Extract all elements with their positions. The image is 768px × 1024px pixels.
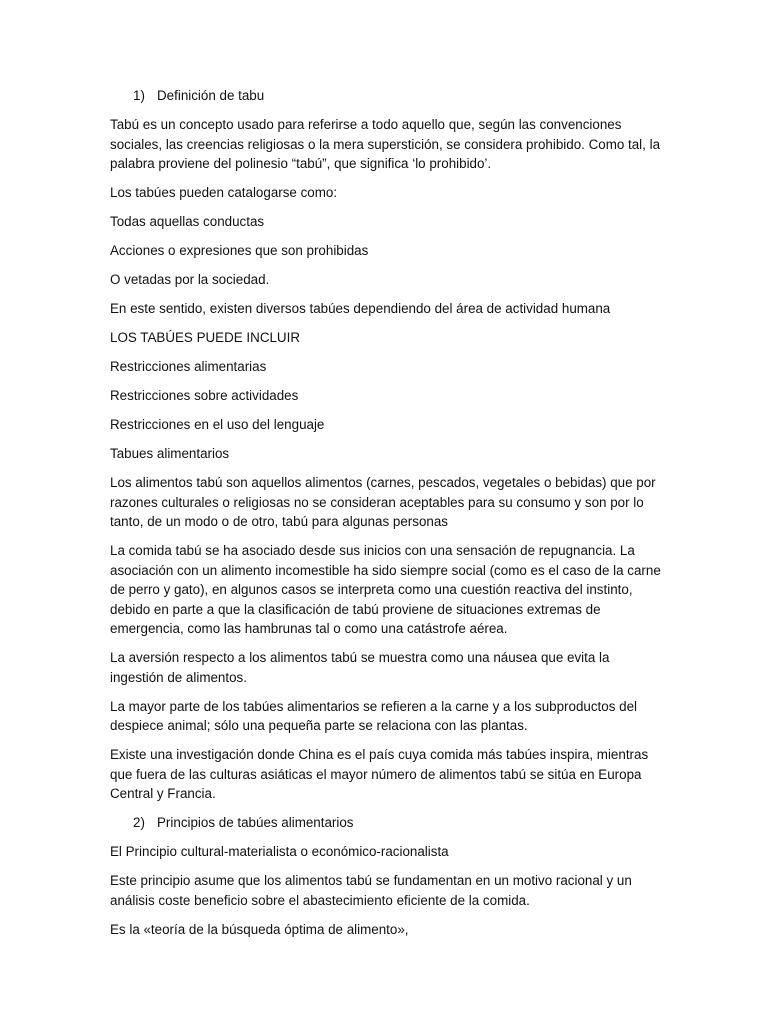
- paragraph: El Principio cultural-materialista o económico-racionalista: [110, 844, 449, 859]
- paragraph: La aversión respecto a los alimentos tabú se muestra como una náusea que evita la ingestión de alimentos.: [110, 650, 610, 685]
- paragraph: Acciones o expresiones que son prohibidas: [110, 243, 369, 258]
- paragraph: Es la «teoría de la búsqueda óptima de alimento»,: [110, 921, 409, 937]
- paragraph: Existe una investigación donde China es el país cuya comida más tabúes inspira, mientras que fuera de las culturas asiáticas el mayor número de alimentos tabú se sitúa en Europa Central y Francia.: [110, 747, 649, 801]
- paragraph: Tabú es un concepto usado para referirse a todo aquello que, según las convenciones sociales, las creencias religiosas o la mera superstición, se considera prohibido. Como tal, la palabra proviene del polinesio “tabú”, que significa ‘lo prohibido’.: [110, 117, 661, 171]
- paragraph: La comida tabú se ha asociado desde sus inicios con una sensación de repugnancia. La asociación con un alimento incomestible ha sido siempre social (como es el caso de la carne de perro y gato), en algunos casos se interpreta como una cuestión reactiva del instinto, debido en parte a que la clasificación de tabú proviene de situaciones extremas de emergencia, como las hambrunas tal o como una catástrofe aérea.: [110, 543, 661, 636]
- section-heading-2: [110, 813, 662, 833]
- paragraph: Todas aquellas conductas: [110, 214, 265, 229]
- heading-text: Principios de tabúes alimentarios: [157, 815, 354, 830]
- paragraph: O vetadas por la sociedad.: [110, 272, 270, 287]
- paragraph: Restricciones en el uso del lenguaje: [110, 417, 325, 432]
- paragraph: LOS TABÚES PUEDE INCLUIR: [110, 330, 300, 345]
- paragraph: Restricciones sobre actividades: [110, 388, 299, 403]
- paragraph: En este sentido, existen diversos tabúes dependiendo del área de actividad humana: [110, 301, 611, 316]
- paragraph: Los tabúes pueden catalogarse como:: [110, 185, 338, 200]
- heading-number: 2): [133, 815, 145, 830]
- paragraph: Restricciones alimentarias: [110, 359, 267, 374]
- paragraph: Los alimentos tabú son aquellos alimentos (carnes, pescados, vegetales o bebidas) que por razones culturales o religiosas no se consideran aceptables para su consumo y son por lo tanto, de un modo o de otro, tabú para algunas personas: [110, 475, 656, 529]
- paragraph: Tabues alimentarios: [110, 446, 230, 461]
- paragraph: Este principio asume que los alimentos tabú se fundamentan en un motivo racional y un análisis coste beneficio sobre el abastecimiento eficiente de la comida.: [110, 873, 632, 908]
- section-heading-1: [110, 86, 662, 106]
- heading-number: 1): [133, 88, 145, 103]
- paragraph: La mayor parte de los tabúes alimentarios se refieren a la carne y a los subproductos del despiece animal; sólo una pequeña parte se relaciona con las plantas.: [110, 698, 637, 733]
- document-body: [110, 86, 662, 949]
- heading-text: Definición de tabu: [157, 88, 265, 103]
